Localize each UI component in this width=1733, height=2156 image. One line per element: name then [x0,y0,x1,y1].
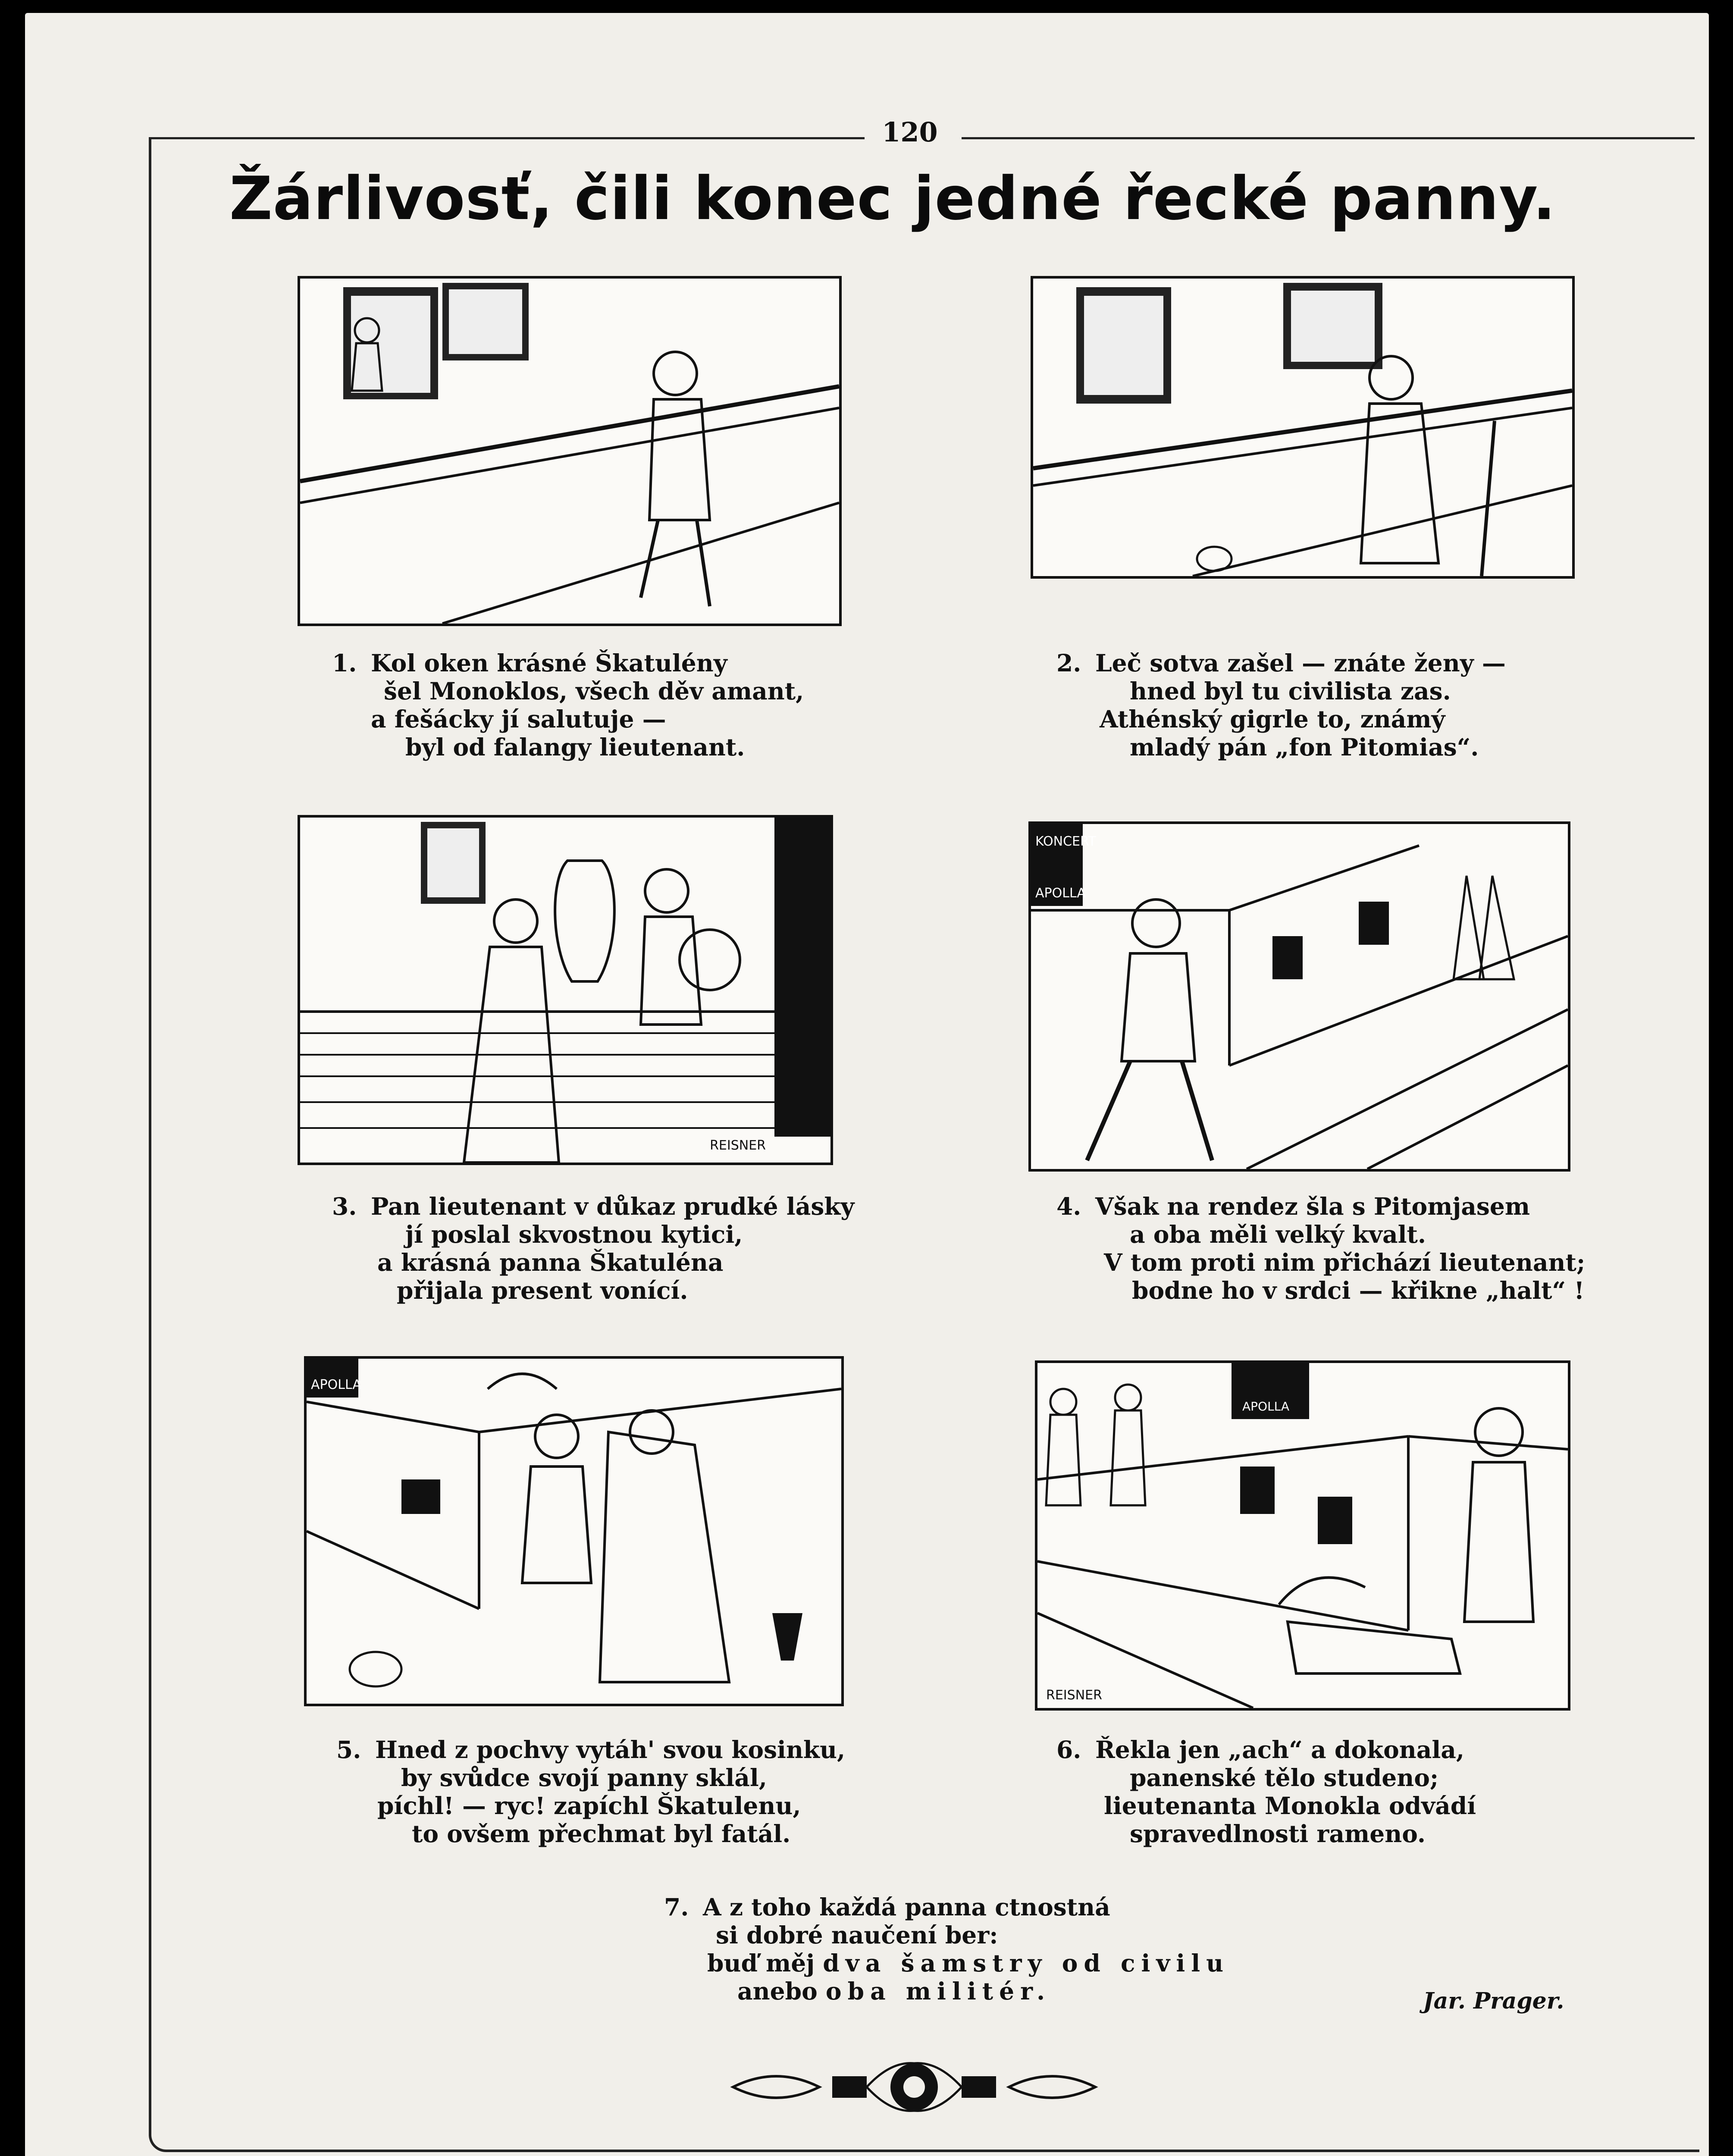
final-verse-line-3-spaced: dva šamstry od civilu [823,1949,1230,1977]
comic-panel-5 [304,1356,844,1706]
caption-5-line-4: to ovšem přechmat byl fatál. [412,1820,791,1848]
caption-3-line-4: přijala present vonící. [397,1276,688,1304]
comic-panel-2 [1031,276,1575,579]
panel-1-illustration [300,279,839,624]
comic-panel-3 [298,815,833,1165]
caption-1-line-2: šel Monoklos, všech děv amant, [384,677,804,705]
panel-4-sign-1: KONCERT [1035,834,1096,849]
caption-2-line-3: Athénský gigrle to, známý [1100,705,1445,733]
caption-5 [336,1736,845,1848]
panel-4-sign-2: APOLLA [1035,886,1086,901]
caption-3-line-1: Pan lieutenant v důkaz prudké lásky [371,1192,855,1220]
caption-6-line-2: panenské tělo studeno; [1130,1764,1439,1792]
comic-panel-6 [1035,1360,1570,1711]
caption-6 [1056,1736,1476,1848]
panel-4-illustration [1031,824,1568,1169]
caption-5-line-1: Hned z pochvy vytáh' svou kosinku, [375,1736,846,1764]
page-number: 120 [882,116,938,148]
caption-3-line-2: jí poslal skvostnou kytici, [405,1220,743,1248]
caption-2-line-4: mladý pán „fon Pitomias“. [1130,733,1479,761]
panel-5-sign: APOLLA [311,1377,361,1392]
caption-4 [1056,1192,1585,1304]
final-verse-line-1: A z toho každá panna ctnostná [703,1893,1110,1921]
comic-panel-4 [1028,821,1570,1172]
caption-6-number: 6. [1056,1736,1081,1764]
final-verse-number: 7. [664,1893,689,1921]
author-signature: Jar. Prager. [1423,1988,1564,2014]
caption-5-line-3: píchl! — ryc! zapíchl Škatulenu, [377,1792,801,1820]
panel-2-illustration [1033,279,1572,576]
caption-1-line-4: byl od falangy lieutenant. [405,733,745,761]
panel-6-illustration [1037,1363,1568,1708]
panel-5-illustration [307,1359,841,1704]
final-verse-line-3-prefix: buď měj [707,1949,815,1977]
caption-1 [332,649,804,761]
caption-4-number: 4. [1056,1192,1081,1220]
comic-panel-1 [298,276,842,626]
final-verse [664,1893,1229,2005]
caption-1-line-3: a fešácky jí salutuje — [371,705,666,733]
caption-4-line-1: Však na rendez šla s Pitomjasem [1095,1192,1530,1220]
final-verse-line-4-spaced: oba militér. [825,1977,1051,2005]
panel-3-signature: REISNER [710,1138,766,1153]
caption-6-line-3: lieutenanta Monokla odvádí [1104,1792,1476,1820]
caption-6-line-1: Řekla jen „ach“ a dokonala, [1095,1736,1465,1764]
caption-2-line-1: Leč sotva zašel — znáte ženy — [1095,649,1506,677]
caption-1-number: 1. [332,649,357,677]
caption-5-number: 5. [336,1736,361,1764]
caption-3-line-3: a krásná panna Škatuléna [377,1248,724,1276]
caption-2-line-2: hned byl tu civilista zas. [1130,677,1451,705]
final-verse-line-2: si dobré naučení ber: [716,1921,998,1949]
caption-5-line-2: by svůdce svojí panny sklál, [401,1764,767,1792]
panel-3-illustration [300,818,830,1163]
caption-2 [1056,649,1506,761]
caption-4-line-2: a oba měli velký kvalt. [1130,1220,1426,1248]
caption-3 [332,1192,854,1304]
decorative-ornament [724,2053,1104,2122]
final-verse-line-4-prefix: anebo [737,1977,818,2005]
panel-6-sign: APOLLA [1242,1399,1290,1413]
caption-1-line-1: Kol oken krásné Škatulény [371,649,727,677]
caption-4-line-4: bodne ho v srdci — křikne „halt“ ! [1132,1276,1585,1304]
caption-6-line-4: spravedlnosti rameno. [1130,1820,1426,1848]
caption-2-number: 2. [1056,649,1081,677]
page-title: Žárlivosť, čili konec jedné řecké panny. [229,164,1556,233]
caption-3-number: 3. [332,1192,357,1220]
panel-6-signature: REISNER [1046,1688,1102,1703]
caption-4-line-3: V tom proti nim přichází lieutenant; [1104,1248,1586,1276]
